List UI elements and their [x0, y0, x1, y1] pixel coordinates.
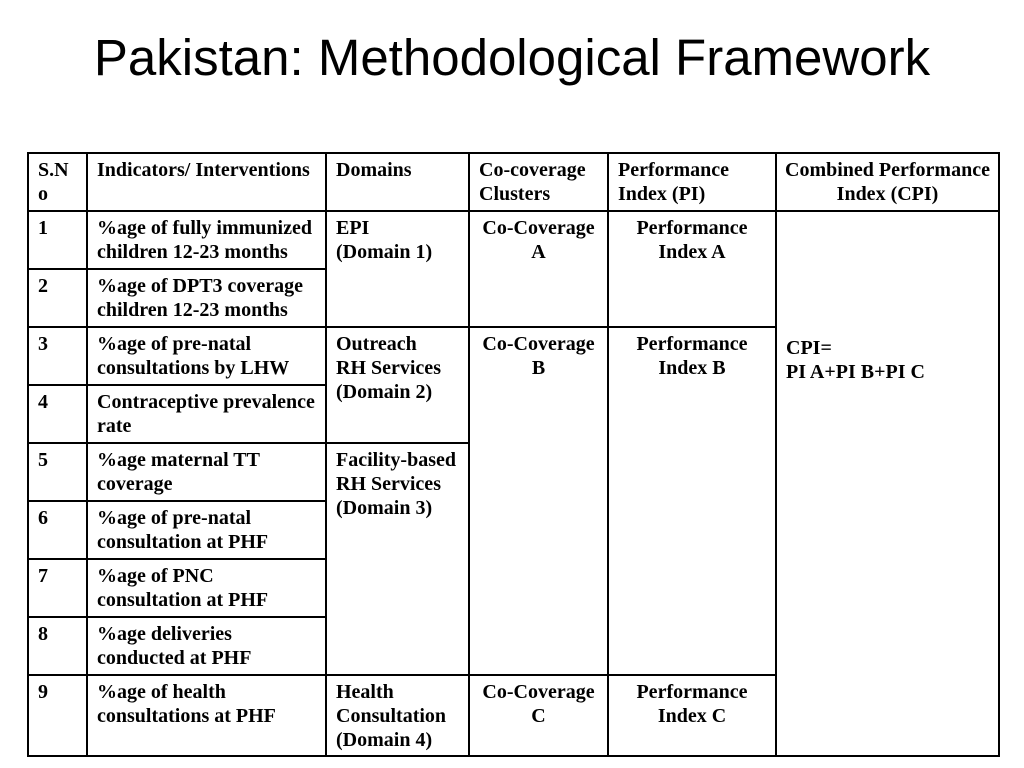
indicator-line: %age of health	[97, 681, 226, 703]
sno-value: 9	[38, 681, 48, 703]
header-performance-index	[608, 153, 776, 211]
header-co-coverage-line: Co-coverage	[479, 159, 586, 181]
combined-performance-index-cell	[776, 211, 999, 756]
sno-value: 4	[38, 391, 48, 413]
indicator-line: %age of pre-natal	[97, 333, 252, 355]
domain-cell-1	[326, 211, 469, 327]
co-coverage-line: Co-Coverage	[482, 681, 595, 703]
domain-line: Health	[336, 681, 394, 703]
indicator-line: consultation at PHF	[97, 589, 269, 611]
domain-cell-3	[326, 443, 469, 675]
indicator-line: rate	[97, 415, 132, 437]
header-performance-index-line: Index (PI)	[618, 183, 706, 205]
performance-index-line: Performance	[636, 333, 748, 355]
header-indicators-label: Indicators/ Interventions	[97, 159, 310, 181]
indicator-cell	[87, 385, 326, 443]
co-coverage-line: Co-Coverage	[482, 217, 595, 239]
sno-value: 2	[38, 275, 48, 297]
indicator-cell	[87, 327, 326, 385]
indicator-cell	[87, 269, 326, 327]
domain-line: EPI	[336, 217, 370, 239]
performance-index-line: Index C	[657, 705, 727, 727]
performance-index-cell-a	[608, 211, 776, 327]
indicator-line: %age of PNC	[97, 565, 214, 587]
indicator-line: children 12-23 months	[97, 241, 288, 263]
domain-line: (Domain 4)	[336, 729, 433, 751]
indicator-line: %age deliveries	[97, 623, 232, 645]
header-domains	[326, 153, 469, 211]
co-coverage-cell-a	[469, 211, 608, 327]
indicator-line: conducted at PHF	[97, 647, 252, 669]
domain-line: RH Services	[336, 357, 441, 379]
indicator-line: consultation at PHF	[97, 531, 269, 553]
co-coverage-line: A	[531, 241, 546, 263]
indicator-line: %age of fully immunized	[97, 217, 312, 239]
indicator-cell	[87, 617, 326, 675]
performance-index-cell-b	[608, 327, 776, 675]
sno-value: 8	[38, 623, 48, 645]
cpi-line: PI A+PI B+PI C	[786, 361, 925, 383]
header-combined-performance-index	[776, 153, 999, 211]
domain-cell-2	[326, 327, 469, 443]
slide-title: Pakistan: Methodological Framework	[93, 29, 931, 86]
sno-cell	[28, 501, 87, 559]
sno-cell	[28, 327, 87, 385]
sno-cell	[28, 385, 87, 443]
sno-cell	[28, 617, 87, 675]
indicator-line: coverage	[97, 473, 173, 495]
table-row	[28, 211, 999, 269]
indicator-line: %age maternal TT	[97, 449, 260, 471]
indicator-line: consultations by LHW	[97, 357, 290, 379]
header-sno	[28, 153, 87, 211]
indicator-cell	[87, 501, 326, 559]
co-coverage-line: C	[531, 705, 546, 727]
header-indicators	[87, 153, 326, 211]
domain-line: Facility-based	[336, 449, 456, 471]
co-coverage-line: B	[531, 357, 546, 379]
domain-line: Consultation	[336, 705, 447, 727]
sno-cell	[28, 675, 87, 756]
indicator-cell	[87, 675, 326, 756]
indicator-cell	[87, 559, 326, 617]
indicator-cell	[87, 211, 326, 269]
header-domains-label: Domains	[336, 159, 412, 181]
indicator-line: %age of pre-natal	[97, 507, 252, 529]
indicator-line: Contraceptive prevalence	[97, 391, 315, 413]
co-coverage-cell-b	[469, 327, 608, 675]
header-cpi-line: Index (CPI)	[836, 183, 939, 205]
sno-value: 7	[38, 565, 48, 587]
domain-line: (Domain 1)	[336, 241, 433, 263]
indicator-line: %age of DPT3 coverage	[97, 275, 304, 297]
cpi-line: CPI=	[786, 337, 832, 359]
performance-index-cell-c	[608, 675, 776, 756]
sno-cell	[28, 443, 87, 501]
domain-line: RH Services	[336, 473, 441, 495]
header-performance-index-line: Performance	[618, 159, 730, 181]
domain-line: (Domain 2)	[336, 381, 433, 403]
sno-value: 3	[38, 333, 48, 355]
performance-index-line: Index A	[658, 241, 726, 263]
methodological-framework-table	[27, 152, 1000, 757]
header-sno-label: S.No	[38, 159, 69, 205]
sno-cell	[28, 269, 87, 327]
co-coverage-cell-c	[469, 675, 608, 756]
header-co-coverage-clusters	[469, 153, 608, 211]
domain-line: (Domain 3)	[336, 497, 433, 519]
co-coverage-line: Co-Coverage	[482, 333, 595, 355]
domain-cell-4	[326, 675, 469, 756]
indicator-cell	[87, 443, 326, 501]
domain-line: Outreach	[336, 333, 417, 355]
sno-value: 1	[38, 217, 48, 239]
header-co-coverage-line: Clusters	[479, 183, 551, 205]
header-row	[28, 153, 999, 211]
sno-cell	[28, 559, 87, 617]
sno-value: 6	[38, 507, 48, 529]
indicator-line: children 12-23 months	[97, 299, 288, 321]
performance-index-line: Performance	[636, 681, 748, 703]
header-cpi-line: Combined Performance	[785, 159, 990, 181]
sno-cell	[28, 211, 87, 269]
performance-index-line: Performance	[636, 217, 748, 239]
performance-index-line: Index B	[658, 357, 726, 379]
indicator-line: consultations at PHF	[97, 705, 276, 727]
sno-value: 5	[38, 449, 48, 471]
